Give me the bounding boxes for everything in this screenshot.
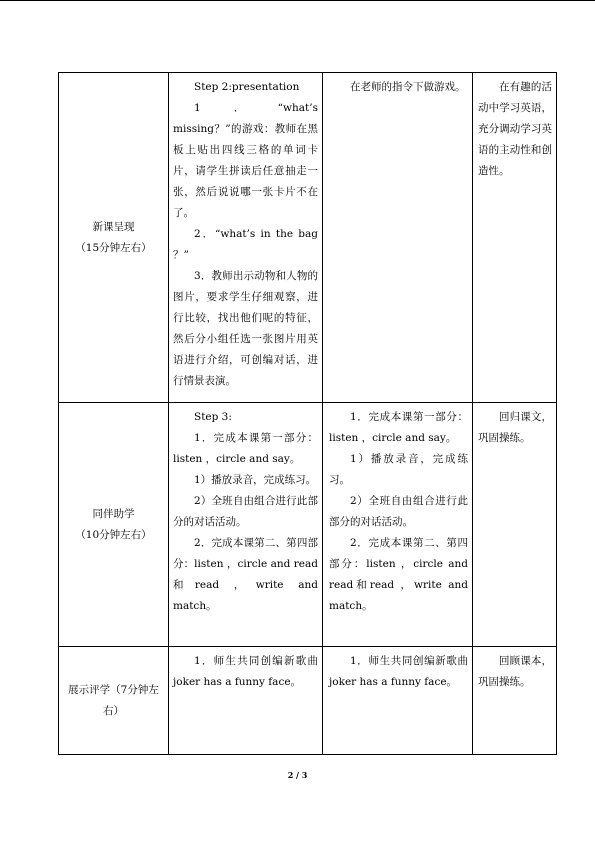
student-activity-cell <box>323 403 472 646</box>
teacher-activity-cell <box>169 73 322 402</box>
design-purpose-cell <box>473 73 556 402</box>
stage-title: 展示评学（7分钟左右） <box>68 683 159 717</box>
stage-title: 同伴助学 <box>92 507 135 520</box>
stage-cell <box>59 403 168 646</box>
teacher-item: 2．“what’s in the bag ？” <box>173 228 318 261</box>
student-item: 在老师的指令下做游戏。 <box>350 81 466 93</box>
page-top-rule <box>0 0 595 1</box>
stage-duration: （10分钟左右） <box>75 528 152 541</box>
stage-title: 新课呈现 <box>92 220 135 233</box>
teacher-activity-cell <box>169 403 322 646</box>
teacher-item: 1．“what’s missing？”的游戏：教师在黑板上贴出四线三格的单词卡片，请学生拼读后任意抽走一张，然后说说哪一张卡片不在了。 <box>173 102 318 219</box>
student-item: 2．完成本课第二、第四部分：listen ，circle and read和read ，write and match。 <box>329 537 468 612</box>
table-border-bottom <box>58 754 557 755</box>
teacher-item: 1．完成本课第一部分：listen ，circle and say。 <box>173 432 318 465</box>
step-heading: Step 3: <box>194 411 232 423</box>
teacher-item: 1）播放录音，完成练习。 <box>194 474 317 486</box>
stage-cell <box>59 647 168 754</box>
teacher-item: 2．完成本课第二、第四部分：listen ，circle and read和read ，write and match。 <box>173 537 318 612</box>
step-heading: Step 2:presentation <box>194 81 300 93</box>
student-activity-cell <box>323 647 472 754</box>
teacher-item: 2）全班自由组合进行此部分的对话活动。 <box>173 495 318 528</box>
stage-duration: （15分钟左右） <box>75 241 152 254</box>
student-item: 2）全班自由组合进行此部分的对话活动。 <box>329 495 468 528</box>
student-item: 1．完成本课第一部分：listen ，circle and say。 <box>329 411 468 444</box>
purpose-text: 回顾课本，巩固操练。 <box>478 655 552 688</box>
teacher-activity-cell <box>169 647 322 754</box>
stage-cell <box>59 73 168 402</box>
purpose-text: 在有趣的活动中学习英语，充分调动学习英语的主动性和创造性。 <box>478 81 552 177</box>
page-number: 2 / 3 <box>287 770 308 780</box>
table-border-right <box>556 72 557 755</box>
student-item: 1．师生共同创编新歌曲joker has a funny face。 <box>329 655 468 688</box>
teacher-item: 1．师生共同创编新歌曲joker has a funny face。 <box>173 655 318 688</box>
purpose-text: 回归课文，巩固操练。 <box>478 411 552 444</box>
design-purpose-cell <box>473 647 556 754</box>
design-purpose-cell <box>473 403 556 646</box>
student-item: 1）播放录音，完成练习。 <box>329 453 468 486</box>
teacher-item: 3．教师出示动物和人物的图片，要求学生仔细观察，进行比较，找出他们呢的特征，然后分小组任选一张图片用英语进行介绍，可创编对话，进行情景表演。 <box>173 270 318 387</box>
student-activity-cell <box>323 73 472 402</box>
